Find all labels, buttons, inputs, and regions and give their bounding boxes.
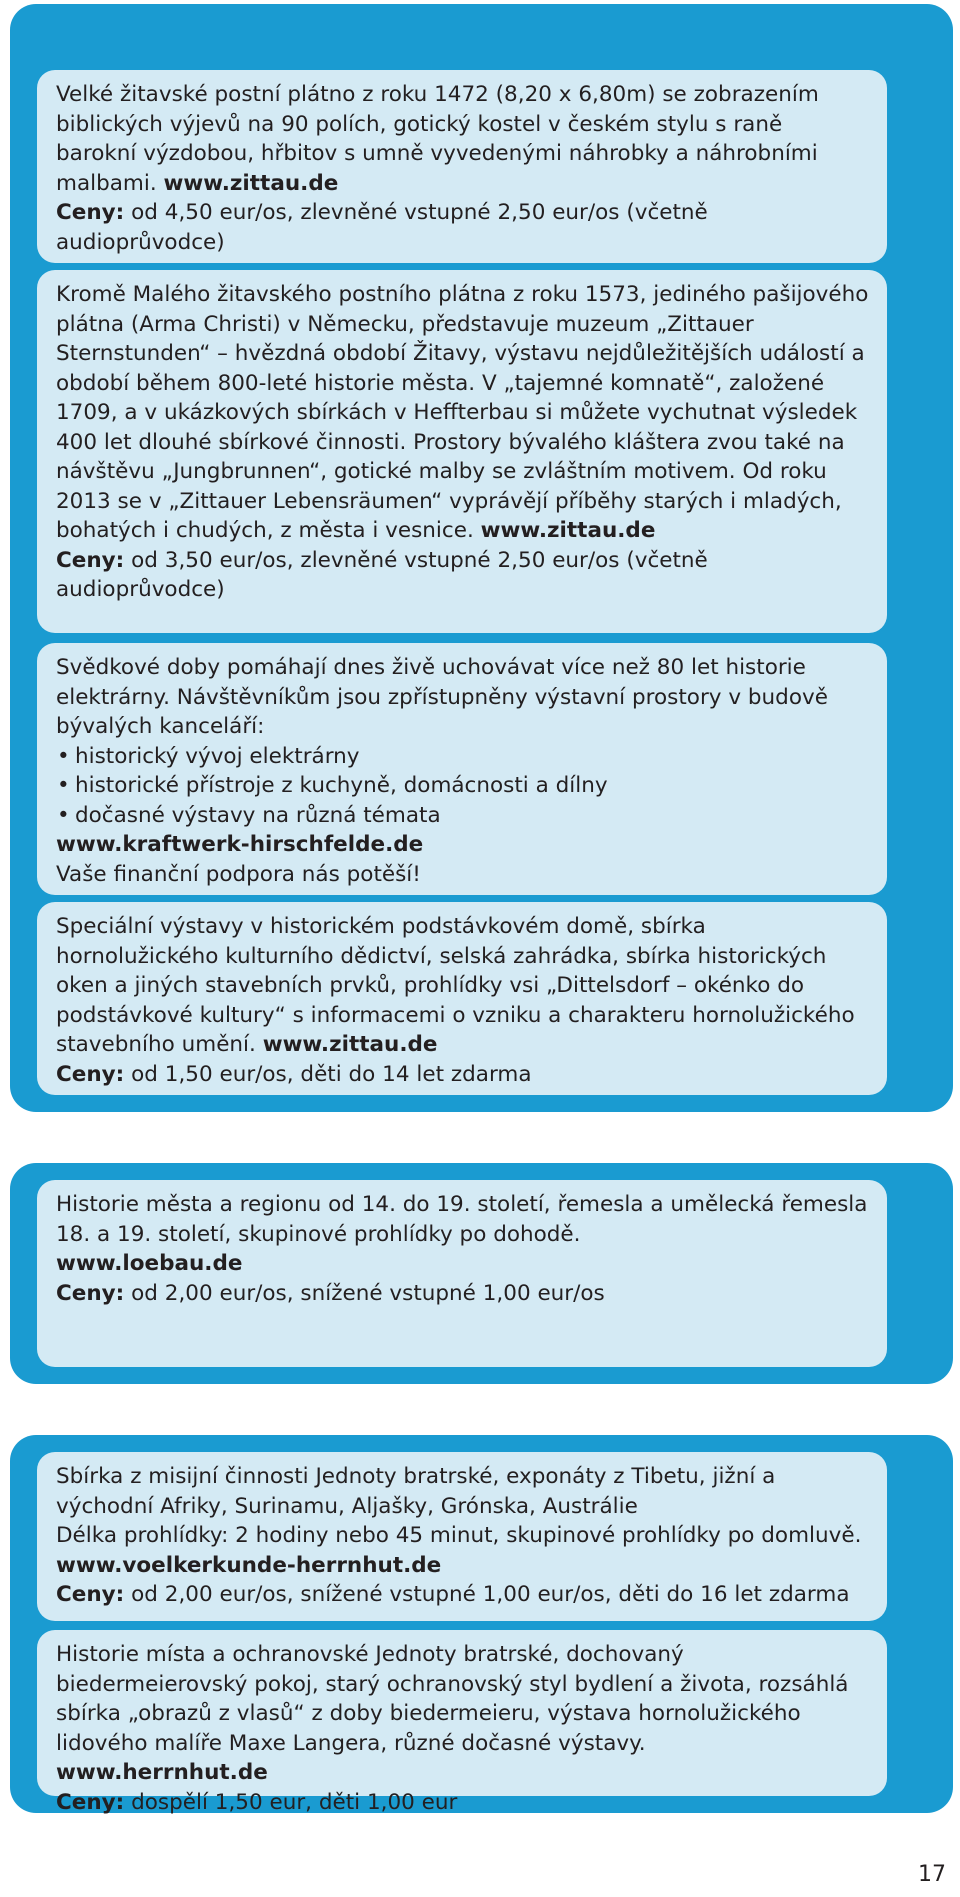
website-link[interactable]: www.zittau.de xyxy=(480,518,656,543)
tour-info: Délka prohlídky: 2 hodiny nebo 45 minut, skupinové prohlídky po domluvě. xyxy=(56,1523,862,1548)
description: Velké žitavské postní plátno z roku 1472 (8,20 x 6,80m) se zobrazením biblických výjevů na 90 polích, gotický kostel v českém stylu s raně barokní výzdobou, hřbitov s umně vyvedenými náhrobky a náhrobními malbami. xyxy=(56,82,819,196)
card-text xyxy=(56,1521,869,1580)
card-zittau-museum xyxy=(37,270,887,633)
bullet-icon: • xyxy=(57,802,70,828)
price-line xyxy=(56,1788,869,1818)
card-ethnology-museum xyxy=(37,1452,887,1621)
card-herrnhut-museum xyxy=(37,1630,887,1815)
price-line xyxy=(56,1580,869,1610)
card-text xyxy=(56,912,869,1060)
list-item: • historické přístroje z kuchyně, domácnosti a dílny xyxy=(56,771,869,801)
page-number: 17 xyxy=(918,1862,946,1887)
price-label: Ceny: xyxy=(56,1280,125,1306)
description: Historie místa a ochranovské Jednoty bratrské, dochovaný biedermeierovský pokoj, starý ochranovský styl bydlení a života, rozsáhlá sbírka „obrazů z vlasů“ z doby biedermeieru, výstava hornolužického lidového malíře Maxe Langera, různé dočasné výstavy. xyxy=(56,1642,849,1756)
card-power-plant xyxy=(37,643,887,895)
price-label: Ceny: xyxy=(56,1582,125,1607)
website-link[interactable]: www.zittau.de xyxy=(262,1032,438,1057)
price-line xyxy=(56,1060,869,1090)
price-text: od 1,50 eur/os, děti do 14 let zdarma xyxy=(131,1061,532,1087)
price-text: od 4,50 eur/os, zlevněné vstupné 2,50 eur/os (včetně audioprůvodce) xyxy=(56,200,708,255)
bullet-icon: • xyxy=(57,773,70,798)
price-line xyxy=(56,1279,869,1309)
price-label: Ceny: xyxy=(56,547,125,573)
website-link[interactable]: www.voelkerkunde-herrnhut.de xyxy=(56,1552,442,1578)
price-label: Ceny: xyxy=(56,1789,125,1815)
card-text xyxy=(56,280,869,546)
list-item: • historický vývoj elektrárny xyxy=(56,742,869,772)
price-line xyxy=(56,546,869,605)
description: Historie města a regionu od 14. do 19. století, řemesla a umělecká řemesla 18. a 19. století, skupinové prohlídky po dohodě. xyxy=(56,1192,868,1247)
price-text: od 3,50 eur/os, zlevněné vstupné 2,50 eur/os (včetně audioprůvodce) xyxy=(56,547,708,602)
footer-note: Vaše finanční podpora nás potěší! xyxy=(56,861,421,887)
price-text: od 2,00 eur/os, snížené vstupné 1,00 eur/os, děti do 16 let zdarma xyxy=(131,1582,850,1607)
bullet-icon: • xyxy=(57,743,70,769)
description: Sbírka z misijní činnosti Jednoty bratrské, exponáty z Tibetu, jižní a východní Afriky, Surinamu, Aljašky, Grónska, Austrálie xyxy=(56,1464,776,1519)
price-text: od 2,00 eur/os, snížené vstupné 1,00 eur/os xyxy=(131,1280,605,1306)
description: Kromě Malého žitavského postního plátna z roku 1573, jediného pašijového plátna (Arma Christi) v Německu, představuje muzeum „Zittauer Sternstunden“ – hvězdná období Žitavy, výstavu nejdůležitějších událostí a období během 800-leté historie města. V „tajemné komnatě“, založené 1709, a v ukázkových sbírkách v Heffterbau si můžete vychutnat výsledek 400 let dlouhé sbírkové činnosti. Prostory bývalého kláštera zvou také na návštěvu „Jungbrunnen“, gotické malby se zvláštním motivem. Od roku 2013 se v „Zittauer Lebensräumen“ vyprávějí příběhy starých i mladých, bohatých i chudých, z města i vesnice. xyxy=(56,282,869,543)
price-label: Ceny: xyxy=(56,200,125,225)
card-upper-lusatian-house xyxy=(37,902,887,1095)
card-zittau-church xyxy=(37,70,887,263)
description: Speciální výstavy v historickém podstávkovém domě, sbírka hornolužického kulturního dědictví, selská zahrádka, sbírka historických oken a jiných stavebních prvků, prohlídky vsi „Dittelsdorf – okénko do podstávkové kultury“ s informacemi o vzniku a charakteru hornolužického stavebního umění. xyxy=(56,914,855,1057)
card-loebau-museum xyxy=(37,1180,887,1367)
feature-list xyxy=(56,742,869,831)
description: Svědkové doby pomáhají dnes živě uchovávat více než 80 let historie elektrárny. Návštěvníkům jsou zpřístupněny výstavní prostory v budově bývalých kanceláří: xyxy=(56,655,828,739)
list-item: • dočasné výstavy na různá témata xyxy=(56,801,869,831)
website-link[interactable]: www.herrnhut.de xyxy=(56,1760,268,1785)
price-text: dospělí 1,50 eur, děti 1,00 eur xyxy=(131,1789,458,1815)
website-link[interactable]: www.zittau.de xyxy=(163,170,339,196)
price-label: Ceny: xyxy=(56,1061,125,1087)
website-link[interactable]: www.kraftwerk-hirschfelde.de xyxy=(56,832,424,857)
card-text xyxy=(56,80,869,198)
price-line xyxy=(56,198,869,257)
website-link[interactable]: www.loebau.de xyxy=(56,1251,243,1276)
